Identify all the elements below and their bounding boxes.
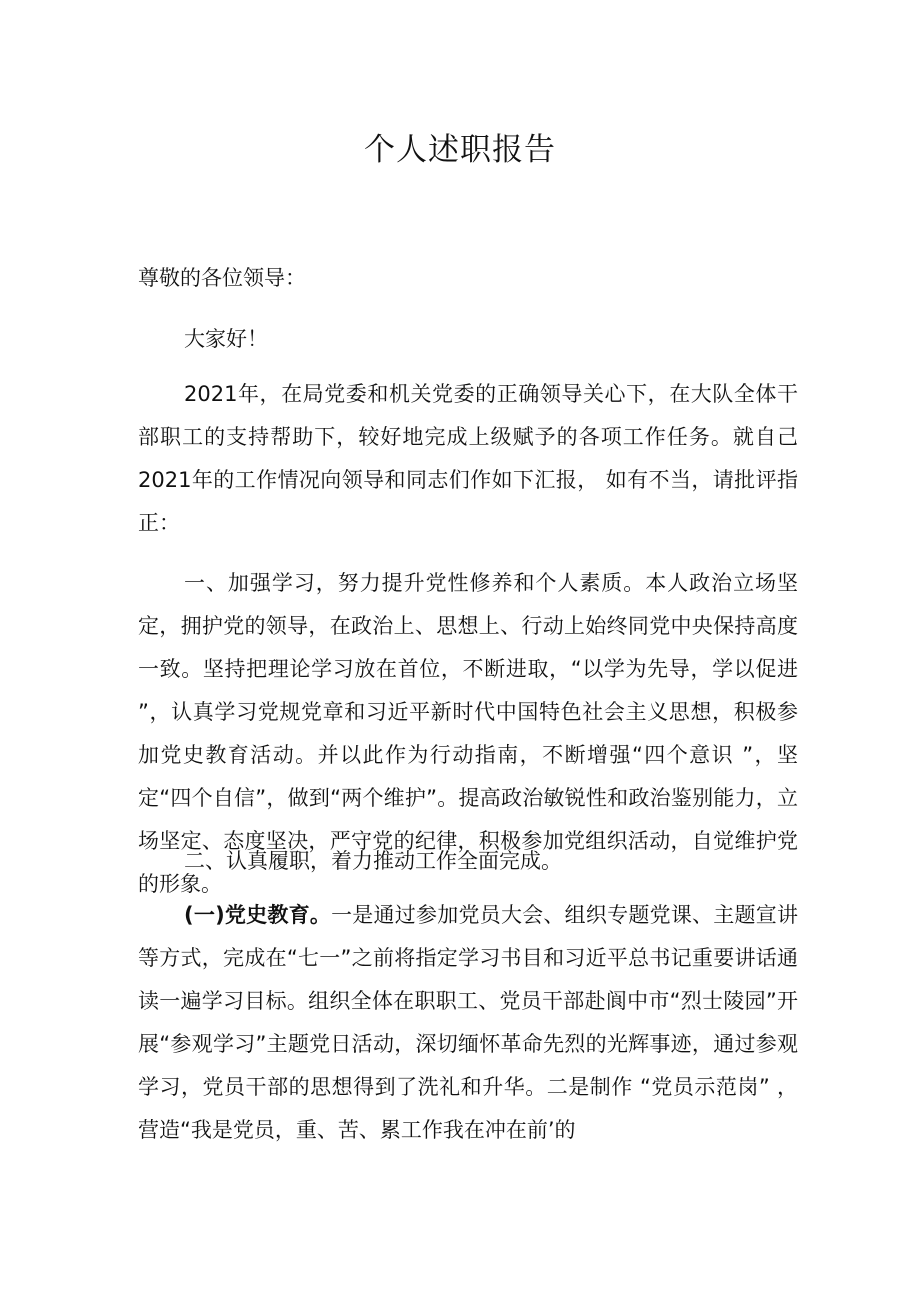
document-title: 个人述职报告 — [364, 132, 556, 168]
paragraph-intro: 2021年，在局党委和机关党委的正确领导关心下，在大队全体干部职工的支持帮助下，较好地完成上级赋予的各项工作任务。就自己2021年的工作情况向领导和同志们作如下汇报， 如有不当，请批评指正： — [138, 382, 798, 535]
greeting: 大家好！ — [184, 327, 268, 351]
paragraph-section-one: 一、加强学习，努力提升党性修养和个人素质。本人政治立场坚定，拥护党的领导，在政治上、思想上、行动上始终同党中央保持高度一致。坚持把理论学习放在首位，不断进取，“以学为先导，学以促进 ”，认真学习党规党章和习近平新时代中国特色社会主义思想，积极参加党史教育活动。并以此作为行动指南，不断增强“四个意识 ”，坚定“四个自信”，做到“两个维护”。提高政治敏锐性和政治鉴别能力，立场坚定、态度坚决，严守党的纪律，积极参加党组织活动，自觉维护党的形象。 — [138, 571, 798, 896]
paragraph-section-two: 二、认真履职，着力推动工作全面完成。 — [184, 849, 562, 873]
subsection-body: 一是通过参加党员大会、组织专题党课、主题宣讲等方式，完成在“七一”之前将指定学习书目和习近平总书记重要讲话通读一遍学习目标。组织全体在职职工、党员干部赴阆中市“烈士陵园”开展“参观学习”主题党日活动，深切缅怀革命先烈的光辉事迹，通过参观学习，党员干部的思想得到了洗礼和升华。二是制作 “党员示范岗” ，营造“我是党员，重、苦、累工作我在冲在前’的 — [138, 903, 798, 1142]
paragraph-party-history — [138, 894, 798, 1152]
subsection-heading: (一)党史教育。 — [184, 903, 332, 927]
salutation: 尊敬的各位领导： — [138, 266, 306, 290]
